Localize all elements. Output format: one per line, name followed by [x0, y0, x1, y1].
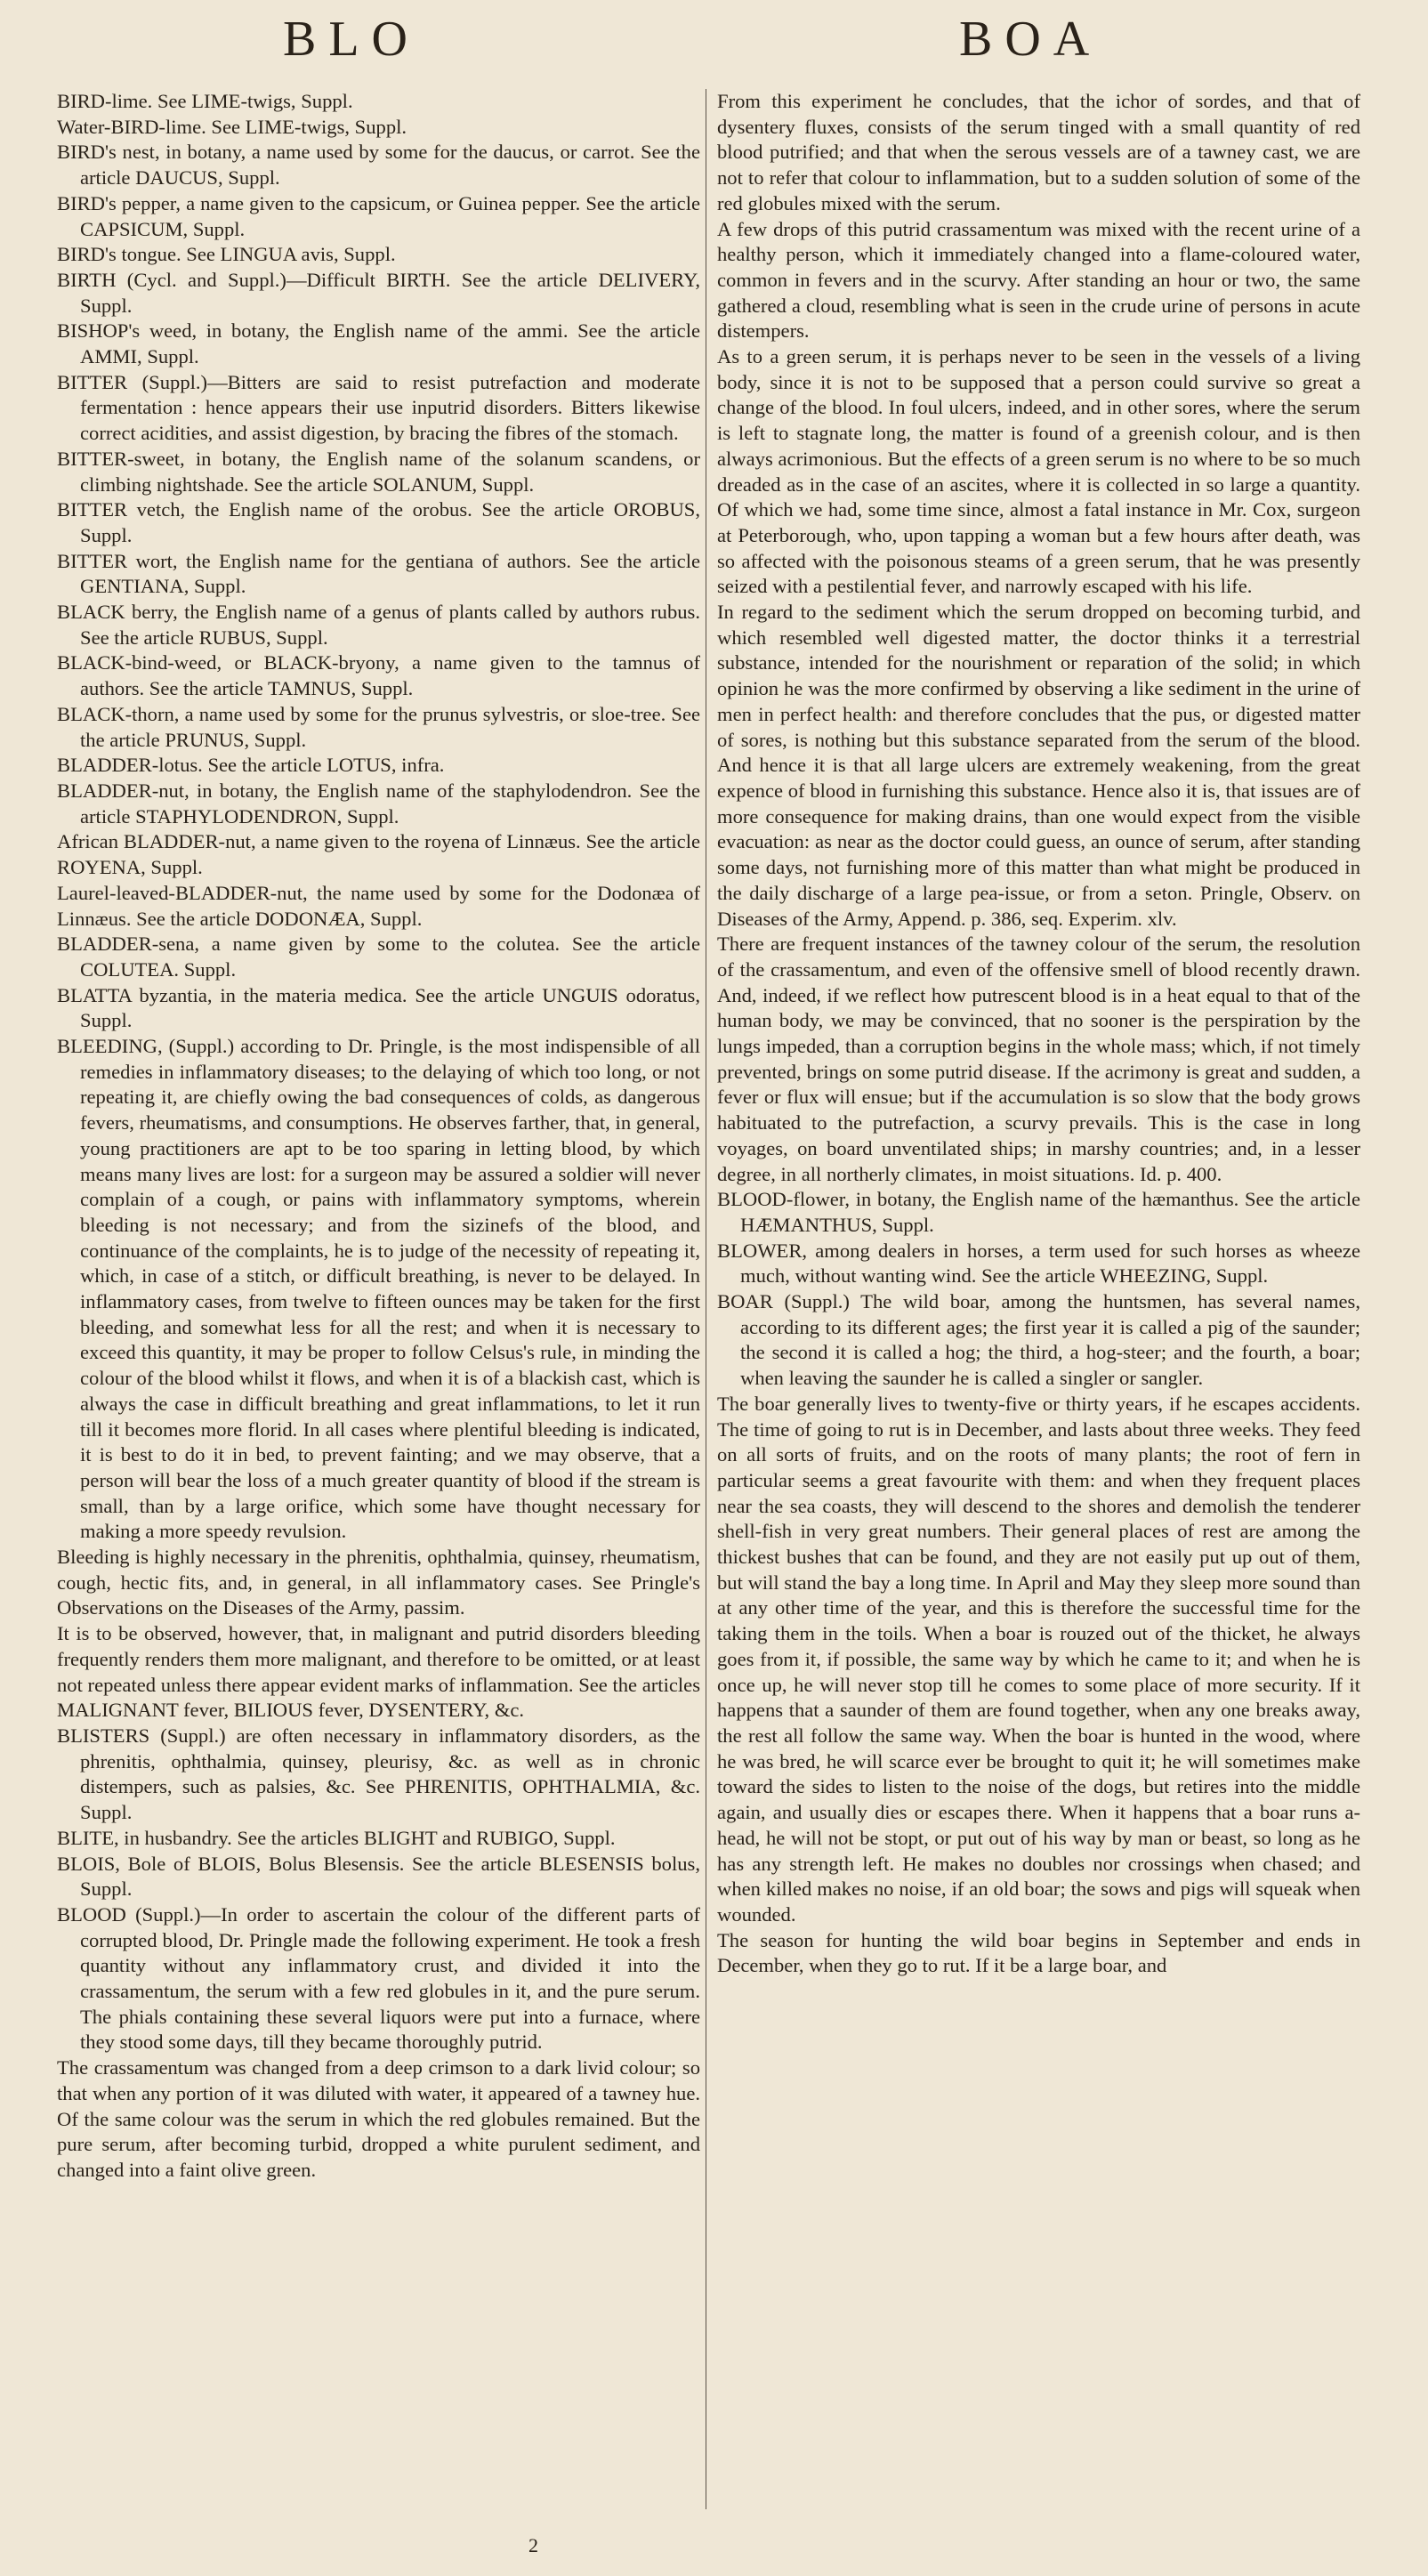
- paragraph: African BLADDER-nut, a name given to the royena of Linnæus. See the article ROYENA, Suppl.: [57, 830, 700, 879]
- page-number: 2: [528, 2534, 538, 2556]
- paragraph: BLOOD (Suppl.)—In order to ascertain the colour of the different parts of corrupted blood, Dr. Pringle made the following experiment. He took a fresh quantity without any inflammatory crust, and divided it into the crassamentum, the serum with a few red globules in it, and the pure serum. The phials containing these several liquors were put into a furnace, where they stood some days, till they became thoroughly putrid.: [57, 1902, 700, 2054]
- header-right: BOA: [959, 12, 1102, 67]
- paragraph: BLOWER, among dealers in horses, a term used for such horses as wheeze much, without wanting wind. See the article WHEEZING, Suppl.: [717, 1239, 1360, 1288]
- paragraph: BIRTH (Cycl. and Suppl.)—Difficult BIRTH. See the article DELIVERY, Suppl.: [57, 268, 700, 317]
- paragraph: As to a green serum, it is perhaps never to be seen in the vessels of a living body, since it is not to be supposed that a person could survive so great a change of the blood. In foul ulcers, indeed, and in other sores, where the serum is left to stagnate long, the matter is found of a greenish colour, and is then always acrimonious. But the effects of a green serum is no where to be so much dreaded as in the case of an ascites, where it is collected in so large a quantity. Of which we had, some time since, almost a fatal instance in Mr. Cox, surgeon at Peterborough, who, upon tapping a woman but a few hours after death, was so affected with the poisonous steams of a green serum, that he was presently seized with a pestilential fever, and narrowly escaped with his life.: [717, 345, 1360, 598]
- paragraph: BLACK berry, the English name of a genus of plants called by authors rubus. See the article RUBUS, Suppl.: [57, 601, 700, 649]
- paragraph: Water-BIRD-lime. See LIME-twigs, Suppl.: [57, 115, 407, 138]
- paragraph: BITTER wort, the English name for the gentiana of authors. See the article GENTIANA, Suppl.: [57, 549, 700, 598]
- paragraph: From this experiment he concludes, that the ichor of sordes, and that of dysentery fluxes, consists of the serum tinged with a small quantity of red blood putrified; and that when the serous vessels are of a tawney cast, we are not to refer that colour to inflammation, but to a sudden solution of some of the red globules mixed with the serum.: [717, 90, 1360, 214]
- paragraph: Laurel-leaved-BLADDER-nut, the name used by some for the Dodonæa of Linnæus. See the article DODONÆA, Suppl.: [57, 881, 700, 930]
- paragraph: BLADDER-lotus. See the article LOTUS, infra.: [57, 754, 445, 777]
- paragraph: The crassamentum was changed from a deep crimson to a dark livid colour; so that when any portion of it was diluted with water, it appeared of a tawney hue. Of the same colour was the serum in which the red globules remained. But the pure serum, after becoming turbid, dropped a white purulent sediment, and changed into a faint olive green.: [57, 2056, 700, 2181]
- paragraph: BLACK-bind-weed, or BLACK-bryony, a name given to the tamnus of authors. See the article TAMNUS, Suppl.: [57, 651, 700, 700]
- paragraph: BLISTERS (Suppl.) are often necessary in inflammatory disorders, as the phrenitis, ophthalmia, quinsey, pleurisy, &c. as well as in chronic distempers, such as palsies, &c. See PHRENITIS, OPHTHALMIA, &c. Suppl.: [57, 1724, 700, 1824]
- paragraph: BLADDER-sena, a name given by some to the colutea. See the article COLUTEA. Suppl.: [57, 933, 700, 981]
- paragraph: BIRD's nest, in botany, a name used by some for the daucus, or carrot. See the article DAUCUS, Suppl.: [57, 141, 700, 190]
- paragraph: There are frequent instances of the tawney colour of the serum, the resolution of the crassamentum, and even of the offensive smell of blood recently drawn. And, indeed, if we reflect how putrescent blood is in a heat equal to that of the human body, we may be convinced, that no sooner is the perspiration by the lungs impeded, than a corruption begins in the whole mass; which, if not timely prevented, brings on some putrid disease. If the acrimony is great and sudden, a fever or flux will ensue; but if the accumulation is so slow that the body grows habituated to the putrefaction, a scurvy prevails. This is the case in long voyages, on board unventilated ships; in marshy countries; and, in a lesser degree, in all northerly climates, in moist situations. Id. p. 400.: [717, 933, 1360, 1185]
- left-column: [57, 89, 700, 2527]
- header-left: BLO: [283, 12, 420, 67]
- paragraph: BLATTA byzantia, in the materia medica. See the article UNGUIS odoratus, Suppl.: [57, 983, 700, 1032]
- paragraph: BLOOD-flower, in botany, the English name of the hæmanthus. See the article HÆMANTHUS, Suppl.: [717, 1188, 1360, 1236]
- paragraph: BITTER vetch, the English name of the orobus. See the article OROBUS, Suppl.: [57, 498, 700, 546]
- paragraph: A few drops of this putrid crassamentum was mixed with the recent urine of a healthy person, which it immediately changed into a flame-coloured water, common in fevers and in the scurvy. After standing an hour or two, the same gathered a cloud, resembling what is seen in the crude urine of persons in acute distempers.: [717, 217, 1360, 343]
- paragraph: BOAR (Suppl.) The wild boar, among the huntsmen, has several names, according to its different ages; the first year it is called a pig of the saunder; the second it is called a hog; the third, a hog-steer; and the fourth, a boar; when leaving the saunder he is called a singler or sangler.: [717, 1290, 1360, 1390]
- paragraph: BITTER-sweet, in botany, the English name of the solanum scandens, or climbing nightshade. See the article SOLANUM, Suppl.: [57, 447, 700, 496]
- paragraph: It is to be observed, however, that, in malignant and putrid disorders bleeding frequently renders them more malignant, and therefore to be omitted, or at least not repeated unless there appear evident marks of inflammation. See the articles MALIGNANT fever, BILIOUS fever, DYSENTERY, &c.: [57, 1622, 700, 1722]
- paragraph: BIRD's pepper, a name given to the capsicum, or Guinea pepper. See the article CAPSICUM, Suppl.: [57, 191, 700, 240]
- paragraph: In regard to the sediment which the serum dropped on becoming turbid, and which resembled well digested matter, the doctor thinks it a terrestrial substance, intended for the nourishment or reparation of the solid; in which opinion he was the more confirmed by observing a like sediment in the urine of men in perfect health: and therefore concludes that the pus, or digested matter of sores, is nothing but this substance separated from the serum of the blood. And hence it is that all large ulcers are extremely weakening, from the great expence of blood in furnishing this substance. Hence also it is, that issues are of more consequence for making drains, than one would expect from the visible evacuation: as near as the doctor could guess, an ounce of serum, after standing some days, not furnishing more of this matter than what might be produced in the daily discharge of a large pea-issue, or from a seton. Pringle, Observ. on Diseases of the Army, Append. p. 386, seq. Experim. xlv.: [717, 601, 1360, 930]
- paragraph: BITTER (Suppl.)—Bitters are said to resist putrefaction and moderate fermentation : hence appears their use inputrid disorders. Bitters likewise correct acidities, and assist digestion, by bracing the fibres of the stomach.: [57, 370, 700, 445]
- paragraph: BIRD-lime. See LIME-twigs, Suppl.: [57, 90, 353, 112]
- paragraph: BLITE, in husbandry. See the articles BLIGHT and RUBIGO, Suppl.: [57, 1826, 616, 1849]
- paragraph: BIRD's tongue. See LINGUA avis, Suppl.: [57, 243, 396, 266]
- paragraph: The season for hunting the wild boar begins in September and ends in December, when they go to rut. If it be a large boar, and: [717, 1928, 1360, 1977]
- paragraph: BLADDER-nut, in botany, the English name of the staphylodendron. See the article STAPHYLODENDRON, Suppl.: [57, 779, 700, 828]
- paragraph: BLOIS, Bole of BLOIS, Bolus Blesensis. See the article BLESENSIS bolus, Suppl.: [57, 1852, 700, 1901]
- running-header: [0, 11, 1428, 82]
- paragraph: Bleeding is highly necessary in the phrenitis, ophthalmia, quinsey, rheumatism, cough, hectic fits, and, in general, in all inflammatory cases. See Pringle's Observations on the Diseases of the Army, passim.: [57, 1546, 700, 1619]
- paragraph: BISHOP's weed, in botany, the English name of the ammi. See the article AMMI, Suppl.: [57, 319, 700, 368]
- paragraph: The boar generally lives to twenty-five or thirty years, if he escapes accidents. The time of going to rut is in December, and lasts about three weeks. They feed on all sorts of fruits, and on the roots of many plants; the root of fern in particular seems a great favourite with them: and when they frequent places near the sea coasts, they will descend to the shores and demolish the tenderer shell-fish in very great numbers. Their general places of rest are among the thickest bushes that can be found, and they are not easily put up out of them, but will stand the bay a long time. In April and May they sleep more sound than at any other time of the year, and this is therefore the successful time for the taking them in the toils. When a boar is rouzed out of the thicket, he always goes from it, if possible, the same way by which he came to it; and when he is once up, he will never stop till he comes to some place of more security. If it happens that a saunder of them are found together, when any one breaks away, the rest all follow the same way. When the boar is hunted in the wood, where he was bred, he will scarce ever be brought to quit it; he will sometimes make toward the sides to listen to the noise of the dogs, but retires into the middle again, and usually dies or escapes there. When it happens that a boar runs a-head, he will not be stopt, or put out of his way by man or beast, so long as he has any strength left. He makes no doubles nor crossings when chased; and when killed makes no noise, if an old boar; the sows and pigs will squeak when wounded.: [717, 1392, 1360, 1926]
- paragraph: BLACK-thorn, a name used by some for the prunus sylvestris, or sloe-tree. See the article PRUNUS, Suppl.: [57, 702, 700, 751]
- right-column: [717, 89, 1360, 2527]
- paragraph: BLEEDING, (Suppl.) according to Dr. Pringle, is the most indispensible of all remedies in inflammatory diseases; to the delaying of which too long, or not repeating it, are chiefly owing the bad consequences of colds, as dangerous fevers, rheumatisms, and consumptions. He observes farther, that, in general, young practitioners are apt to be too sparing in letting blood, by which means many lives are lost: for a surgeon may be assured a soldier will never complain of a cough, or pains with inflammatory symptoms, wherein bleeding is not necessary; and from the sizinefs of the blood, and continuance of the complaints, he is to judge of the necessity of repeating it, which, in case of a stitch, or difficult breathing, is never to be delayed. In inflammatory cases, from twelve to fifteen ounces may be taken for the first bleeding, and somewhat less for all the rest; and when it is necessary to exceed this quantity, it may be proper to follow Celsus's rule, in minding the colour of the blood whilst it flows, and when it is of a blackish cast, which is always the case in difficult breathing and great inflammations, to let it run till it becomes more florid. In all cases where plentiful bleeding is indicated, it is best to do it in bed, to prevent fainting; and we may observe, that a person will bear the loss of a much greater quantity of blood if the stream is small, than by a large orifice, which some have thought necessary for making a more speedy revulsion.: [57, 1035, 700, 1543]
